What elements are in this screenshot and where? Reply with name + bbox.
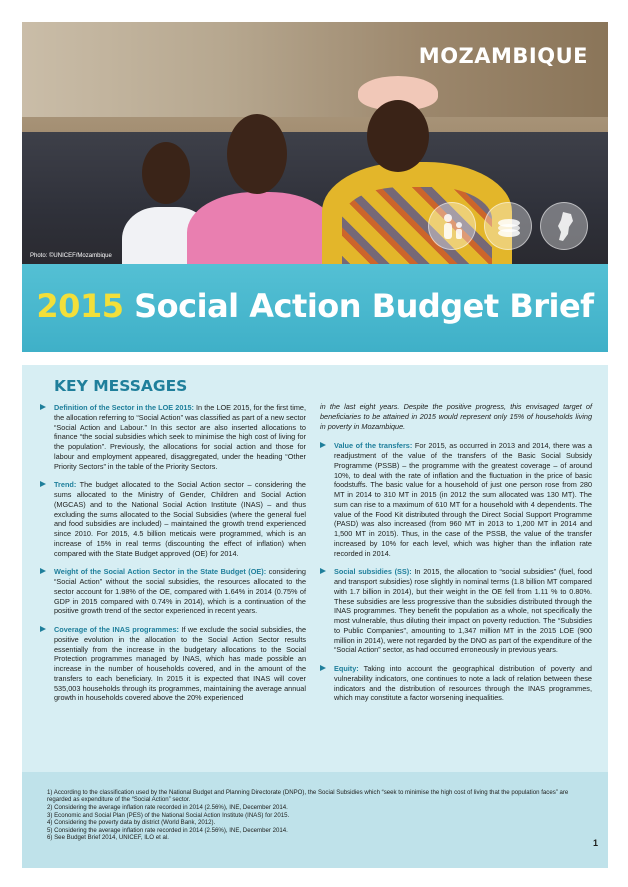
- key-messages-left-column: [40, 403, 306, 712]
- mozambique-map-icon: [540, 202, 588, 250]
- arrow-bullet-icon: [40, 404, 46, 410]
- photo-wall-background: [22, 22, 608, 117]
- key-messages-right-column: [320, 402, 592, 712]
- key-message-lead: Equity:: [334, 664, 359, 673]
- coins-icon: [484, 202, 532, 250]
- key-message-text: For 2015, as occurred in 2013 and 2014, there was a readjustment of the value of the transfers of the Basic Social Subsidy Programme (PSSB) – the programme with the greatest coverage – of around 10%, to deal with the rate of inflation and the fluctuation in the price of basic foodstuffs. The basic value for a household of just one person rose from 280 MT in 2014 to 310 MT in 2015 (in 2012 the sum allocated was 130 MT). The sum can rise to a maximum of 610 MT for a household with 4 dependents. The value of the Food Kit distributed through the Direct Social Support Programme (PASD) was also increased (from 960 MT in 2013 to 1,200 MT in 2014 and 1,500 MT in 2015). Thus, in the case of the PSSB, the value of the transfer increased by 10% for each level, which was higher than the inflation rate recorded in 2014.: [334, 441, 593, 558]
- key-message-lead: Coverage of the INAS programmes:: [54, 625, 179, 634]
- title-band: [22, 264, 608, 352]
- footnotes: [22, 772, 608, 868]
- family-icon: [428, 202, 476, 250]
- footnote: 6) See Budget Brief 2014, UNICEF, ILO et al.: [47, 834, 169, 841]
- arrow-bullet-icon: [40, 626, 46, 632]
- key-message-text: Taking into account the geographical distribution of poverty and vulnerability indicators, one continues to note a lack of relation between these indicators and the distribution of resources through the INAS programmes, which may constitute a factor worsening inequalities.: [334, 664, 592, 703]
- key-message-continuation: in the last eight years. Despite the positive progress, this envisaged target of beneficiaries to be attained in 2015 would represent only 15% of households living in poverty in Mozambique.: [320, 402, 592, 431]
- arrow-bullet-icon: [320, 442, 326, 448]
- photo-girl-left-head: [142, 142, 190, 204]
- arrow-bullet-icon: [320, 665, 326, 671]
- footnote: 3) Economic and Social Plan (PES) of the National Social Action Institute (INAS) for 2015.: [47, 811, 290, 819]
- key-message-text: considering “Social Action” without the social subsidies, the resources allocated to the sector account for 1.98% of the OE, compared with 1.64% in 2014 (0.75% of GDP in 2015 compared with 0.74% in 2014), which is a continuation of the positive growth trend of the sector experienced in recent years.: [54, 567, 306, 616]
- key-message-text: The budget allocated to the Social Action sector – considering the sums allocated to the Ministry of Gender, Children and Social Action (MGCAS) and to the National Social Action Institute (INAS) – and thus excluding the sums allocated to the Social Subsidies (where the general fuel and food subsidies are included) – maintained the growth trend experienced since 2010. For 2015, 4.5 billion meticais were programmed, which is an increase of 15% in real terms (discounting the effect of inflation) when compared with the State Budget approved (OE) for 2014.: [54, 480, 306, 558]
- key-message-transfers: [320, 441, 592, 558]
- key-messages-panel: [22, 365, 608, 772]
- key-message-lead: Value of the transfers:: [334, 441, 413, 451]
- key-message-weight: [40, 567, 306, 616]
- key-message-lead: Weight of the Social Action Sector in the State Budget (OE):: [54, 567, 267, 577]
- footnote: 4) Considering the poverty data by district (World Bank, 2012).: [47, 819, 216, 826]
- key-message-text: If we exclude the social subsidies, the positive evolution in the allocation to the Social Action Sector results essentially from the increase in the budgetary allocations to the Social Protection programmes managed by INAS, which has made possible an increase in the number of households covered, and in the amount of the transfers to each beneficiary. In 2015 it is expected that INAS will cover 535,003 households through its programmes, maintaining the average annual growth in households covered above the 20% experienced: [54, 625, 307, 703]
- footnote: 1) According to the classification used by the National Budget and Planning Directorate (DNPO), the Social Subsidies which “seek to minimise the high cost of living that the population faces” are regarded as expenditure of the “Social Action” sector.: [47, 789, 569, 804]
- key-message-lead: Social subsidies (SS):: [334, 567, 412, 577]
- key-message-text: In the LOE 2015, for the first time, the allocation referring to “Social Action” was classified as part of a new sector “Social Action and Labour.” In this sector are also inserted allocations to finance “the social subsidies which seek to minimise the high cost of living for the population”. Previously, the allocations for social action and those for labour and employment appeared, disaggregated, under the heading “Other Priority Sectors” in the table of the Priority Sectors.: [54, 403, 306, 471]
- photo-woman-head: [367, 100, 429, 172]
- key-message-lead: Trend:: [54, 480, 77, 490]
- title-year: 2015: [36, 287, 124, 325]
- hero-photo: [22, 22, 608, 264]
- key-message-equity: [320, 664, 592, 703]
- photo-girl-middle: [187, 192, 337, 264]
- key-message-social-subsidies: [320, 567, 592, 655]
- photo-credit: Photo: ©UNICEF/Mozambique: [30, 253, 112, 259]
- page-number: 1: [592, 838, 598, 848]
- key-message-lead: Definition of the Sector in the LOE 2015:: [54, 403, 194, 412]
- arrow-bullet-icon: [40, 568, 46, 574]
- photo-girl-middle-head: [227, 114, 287, 194]
- country-label: MOZAMBIQUE: [418, 44, 588, 68]
- footnote: 5) Considering the average inflation rate recorded in 2014 (2.56%), INE, December 2014.: [47, 826, 288, 834]
- page-title: [22, 287, 608, 325]
- key-messages-heading: KEY MESSAGES: [54, 377, 188, 395]
- arrow-bullet-icon: [320, 568, 326, 574]
- key-message-definition: [40, 403, 306, 471]
- key-message-text: In 2015, the allocation to “social subsidies” (fuel, food and transport subsidies) rose slightly in nominal terms (1.8 billion MT compared with 1.7 billion in 2014), but their weight in the OE fell from 1.11 % to 0.80%. These subsidies are less progressive than the subsidies distributed through the INAS programmes. They benefit the population as a whole, not specifically the most vulnerable, thus diluting their impact on poverty reduction. The “Subsidies to Public Companies”, amounting to 1,347 million MT in the 2015 LOE (900 million in 2014), were not regarded by the DNO as part of the expenditure of the “Social Action” sector, as had occurred erroneously in previous years.: [334, 567, 593, 655]
- arrow-bullet-icon: [40, 481, 46, 487]
- key-message-trend: [40, 480, 306, 558]
- title-text: Social Action Budget Brief: [134, 287, 594, 325]
- footnote: 2) Considering the average inflation rate recorded in 2014 (2.56%), INE, December 2014.: [47, 804, 288, 811]
- key-message-coverage: [40, 625, 306, 703]
